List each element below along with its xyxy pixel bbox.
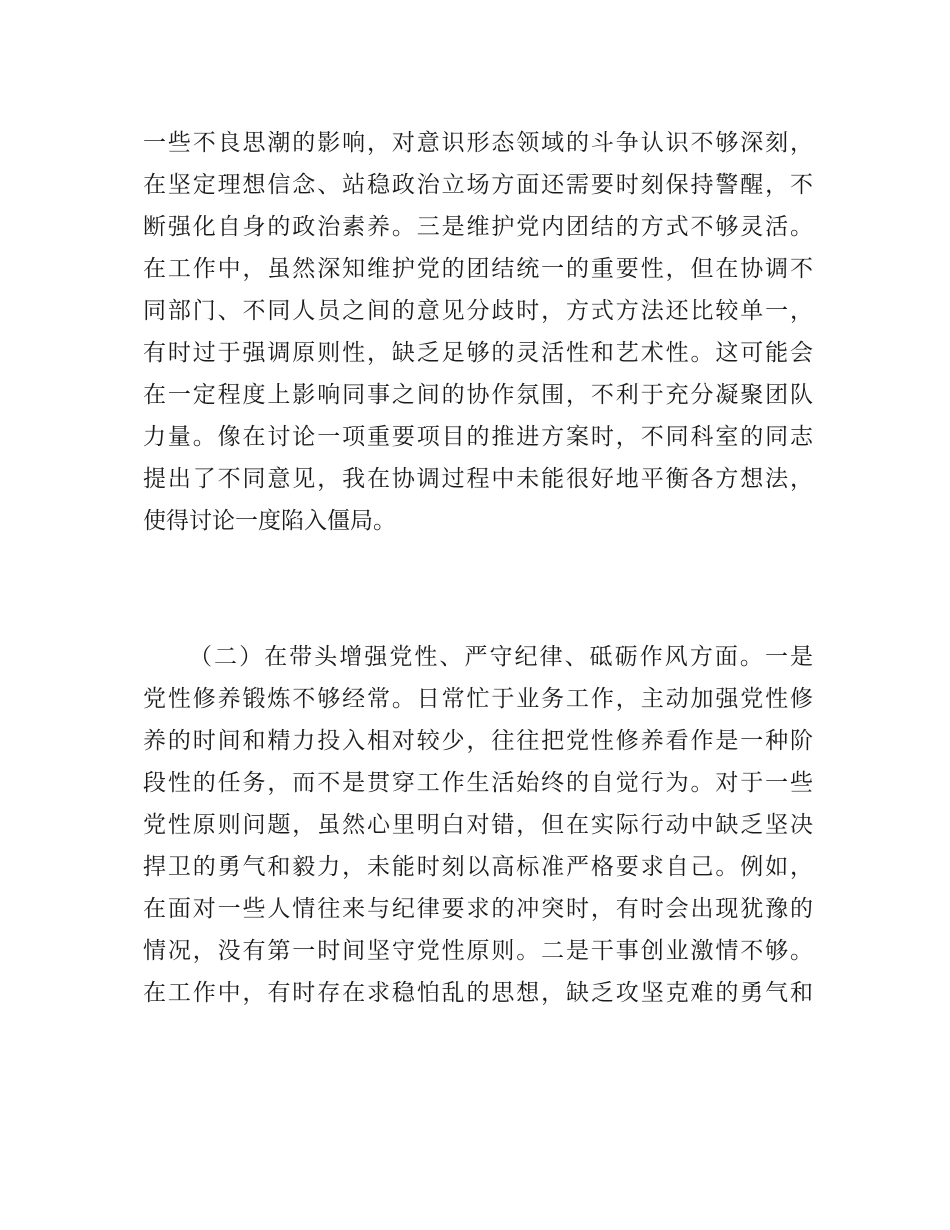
- text-line: 一些不良思潮的影响，对意识形态领域的斗争认识不够深刻，: [143, 130, 813, 156]
- text-line: 同部门、不同人员之间的意见分歧时，方式方法还比较单一，: [143, 298, 813, 324]
- text-line: 情况，没有第一时间坚守党性原则。二是干事创业激情不够。: [143, 938, 813, 964]
- text-line: 在工作中，有时存在求稳怕乱的思想，缺乏攻坚克难的勇气和: [143, 980, 813, 1006]
- text-line: 在坚定理想信念、站稳政治立场方面还需要时刻保持警醒，不: [143, 172, 813, 198]
- paragraph-1: [143, 122, 813, 542]
- text-line: 提出了不同意见，我在协调过程中未能很好地平衡各方想法，: [143, 466, 813, 492]
- text-line: 捍卫的勇气和毅力，未能时刻以高标准严格要求自己。例如，: [143, 854, 813, 880]
- text-line: 力量。像在讨论一项重要项目的推进方案时，不同科室的同志: [143, 424, 813, 450]
- text-line: 在面对一些人情往来与纪律要求的冲突时，有时会出现犹豫的: [143, 896, 813, 922]
- text-line: 有时过于强调原则性，缺乏足够的灵活性和艺术性。这可能会: [143, 340, 813, 366]
- text-line: 党性原则问题，虽然心里明白对错，但在实际行动中缺乏坚决: [143, 812, 813, 838]
- text-line: 断强化自身的政治素养。三是维护党内团结的方式不够灵活。: [143, 214, 813, 240]
- text-line: 在一定程度上影响同事之间的协作氛围，不利于充分凝聚团队: [143, 382, 813, 408]
- text-line: 使得讨论一度陷入僵局。: [143, 508, 396, 534]
- text-line: 党性修养锻炼不够经常。日常忙于业务工作，主动加强党性修: [143, 686, 813, 712]
- text-line: 段性的任务，而不是贯穿工作生活始终的自觉行为。对于一些: [143, 770, 813, 796]
- paragraph-2: [143, 636, 813, 1014]
- text-line: 在工作中，虽然深知维护党的团结统一的重要性，但在协调不: [143, 256, 813, 282]
- text-line: 养的时间和精力投入相对较少，往往把党性修养看作是一种阶: [143, 728, 813, 754]
- section-heading-line: （二）在带头增强党性、严守纪律、砥砺作风方面。一是: [189, 644, 813, 670]
